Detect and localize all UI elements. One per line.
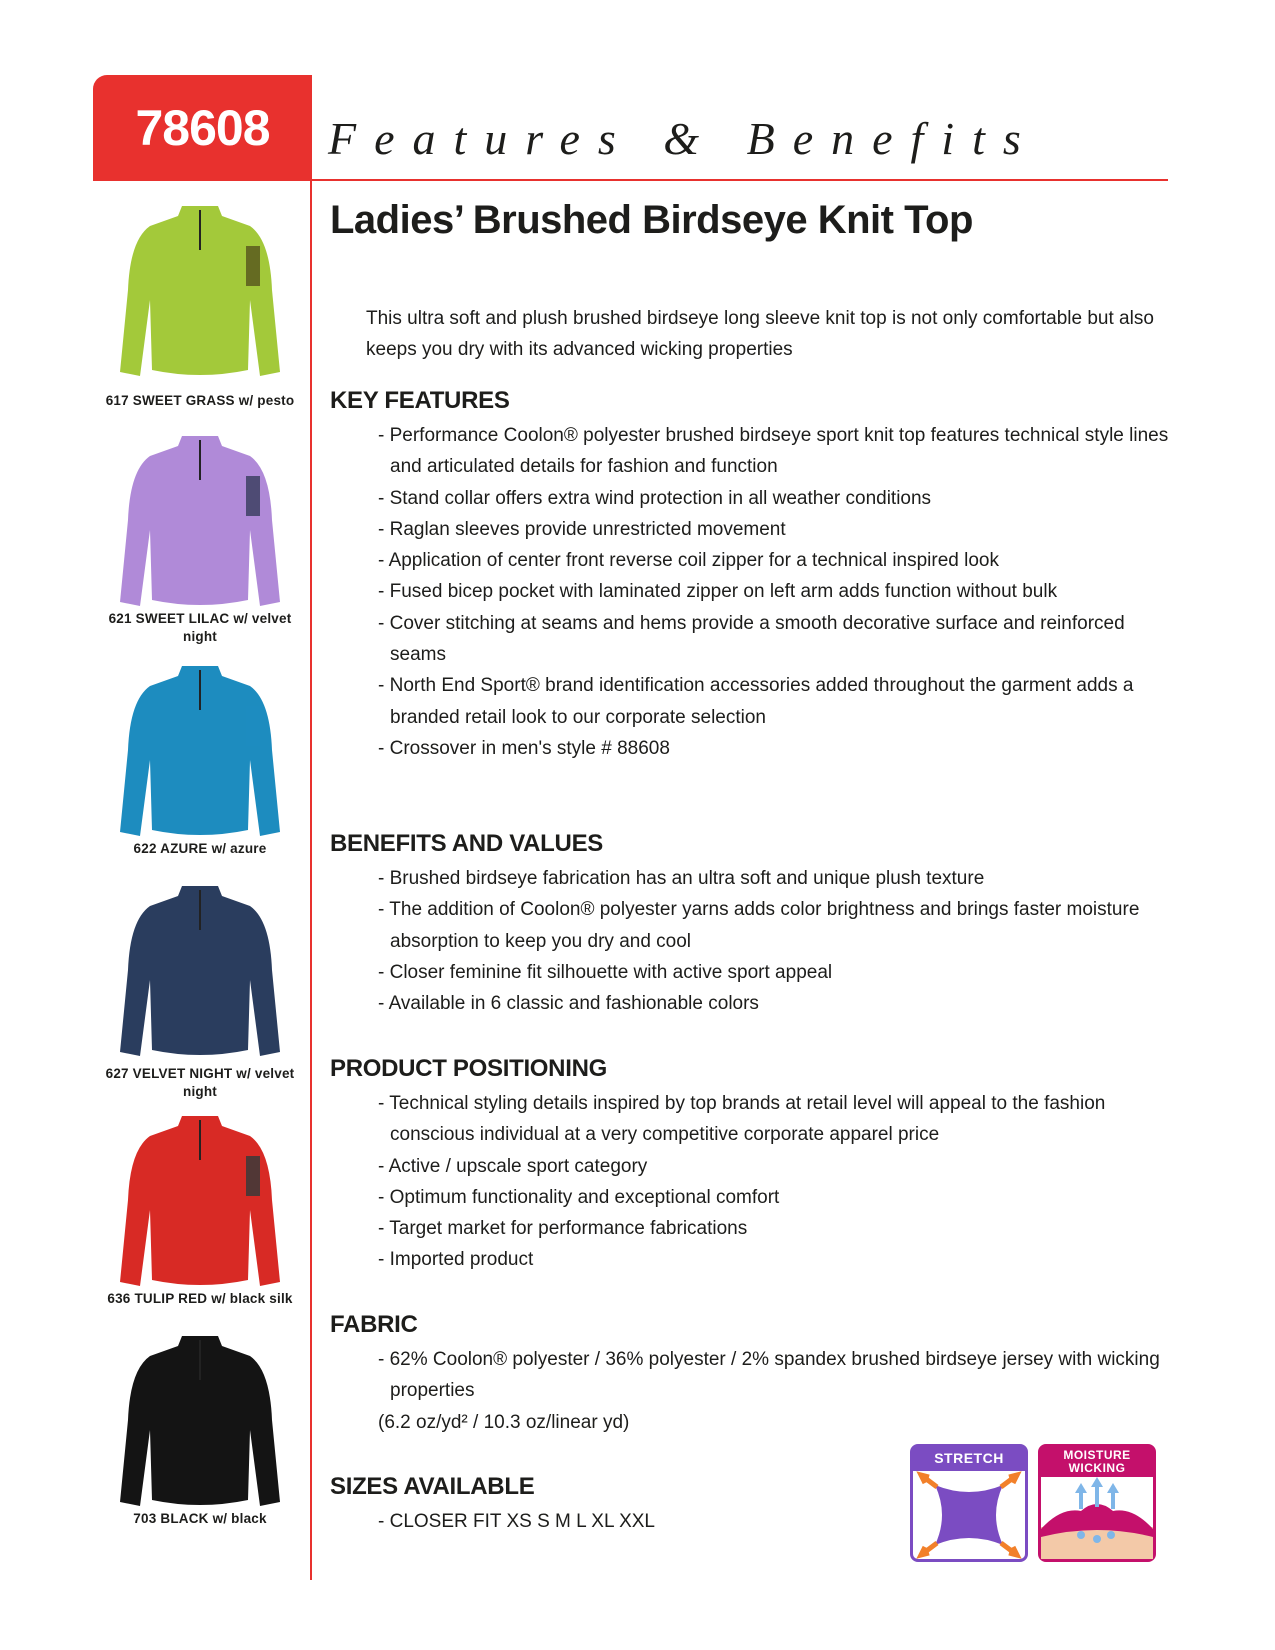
intro-paragraph: This ultra soft and plush brushed birdseye long sleeve knit top is not only comfortable but also keeps you dry with its advanced wicking properties xyxy=(366,308,1154,360)
list-item: - Application of center front reverse coil zipper for a technical inspired look xyxy=(366,545,1170,576)
list-item: - CLOSER FIT XS S M L XL XXL xyxy=(366,1506,1170,1537)
garment-image xyxy=(110,1110,290,1290)
garment-image xyxy=(110,430,290,610)
color-caption: 621 SWEET LILAC w/ velvet night xyxy=(108,611,292,644)
list-item: - Performance Coolon® polyester brushed birdseye sport knit top features technical style lines and articulated details for fashion and function xyxy=(366,420,1170,483)
list-item: - Raglan sleeves provide unrestricted movement xyxy=(366,514,1170,545)
color-swatch xyxy=(100,1110,300,1290)
list-item: - North End Sport® brand identification accessories added throughout the garment adds a branded retail look to our corporate selection xyxy=(366,670,1170,733)
product-title: Ladies’ Brushed Birdseye Knit Top xyxy=(330,198,973,242)
positioning-section xyxy=(330,1054,1170,1276)
list-item: - Crossover in men's style # 88608 xyxy=(366,733,1170,764)
moisture-wicking-label: MOISTURE WICKING xyxy=(1063,1448,1131,1475)
style-number: 78608 xyxy=(135,99,270,156)
list-item: - Stand collar offers extra wind protection in all weather conditions xyxy=(366,483,1170,514)
wicking-icon xyxy=(1041,1477,1153,1559)
garment-image xyxy=(110,1330,290,1510)
header-divider xyxy=(93,179,1168,181)
color-swatch xyxy=(100,880,300,1060)
list-item: - Technical styling details inspired by top brands at retail level will appeal to the fashion conscious individual at a very competitive corporate apparel price xyxy=(366,1088,1170,1151)
stretch-badge xyxy=(910,1444,1028,1562)
section-title: Features & Benefits xyxy=(328,113,1039,164)
benefits-list xyxy=(330,863,1170,1019)
stretch-icon xyxy=(913,1471,1025,1559)
column-divider xyxy=(310,180,312,1580)
moisture-wicking-badge xyxy=(1038,1444,1156,1562)
list-item: - Closer feminine fit silhouette with active sport appeal xyxy=(366,957,1170,988)
positioning-heading: PRODUCT POSITIONING xyxy=(330,1055,607,1082)
positioning-list xyxy=(330,1088,1170,1276)
list-item: - Imported product xyxy=(366,1244,1170,1275)
sizes-heading: SIZES AVAILABLE xyxy=(330,1473,535,1500)
garment-image xyxy=(110,200,290,380)
color-caption: 627 VELVET NIGHT w/ velvet night xyxy=(105,1066,295,1099)
list-item: - The addition of Coolon® polyester yarns adds color brightness and brings faster moisture absorption to keep you dry and cool xyxy=(366,894,1170,957)
color-swatch xyxy=(100,660,300,840)
key-features-heading: KEY FEATURES xyxy=(330,387,510,414)
benefits-section xyxy=(330,829,1170,1019)
garment-image xyxy=(110,880,290,1060)
stretch-label: STRETCH xyxy=(934,1450,1004,1466)
list-item: - Fused bicep pocket with laminated zipper on left arm adds function without bulk xyxy=(366,576,1170,607)
fabric-list xyxy=(330,1344,1170,1438)
color-caption: 622 AZURE w/ azure xyxy=(133,841,267,856)
color-caption: 703 BLACK w/ black xyxy=(133,1511,267,1526)
list-item: - Active / upscale sport category xyxy=(366,1151,1170,1182)
color-caption: 636 TULIP RED w/ black silk xyxy=(107,1291,293,1306)
benefits-heading: BENEFITS AND VALUES xyxy=(330,830,603,857)
fabric-heading: FABRIC xyxy=(330,1311,418,1338)
list-item: - 62% Coolon® polyester / 36% polyester / 2% spandex brushed birdseye jersey with wicking properties xyxy=(366,1344,1170,1407)
key-features-list xyxy=(330,420,1170,764)
list-item: - Brushed birdseye fabrication has an ultra soft and unique plush texture xyxy=(366,863,1170,894)
color-caption: 617 SWEET GRASS w/ pesto xyxy=(105,393,295,408)
color-swatch xyxy=(100,430,300,610)
fabric-section xyxy=(330,1310,1170,1438)
style-number-box xyxy=(93,75,312,180)
garment-image xyxy=(110,660,290,840)
key-features-section xyxy=(330,386,1170,764)
color-swatch xyxy=(100,1330,300,1510)
list-item: - Available in 6 classic and fashionable colors xyxy=(366,988,1170,1019)
color-swatch xyxy=(100,200,300,380)
list-item: - Target market for performance fabrications xyxy=(366,1213,1170,1244)
fabric-weight: (6.2 oz/yd² / 10.3 oz/linear yd) xyxy=(378,1411,630,1433)
list-item: - Optimum functionality and exceptional comfort xyxy=(366,1182,1170,1213)
list-item: - Cover stitching at seams and hems provide a smooth decorative surface and reinforced seams xyxy=(366,608,1170,671)
